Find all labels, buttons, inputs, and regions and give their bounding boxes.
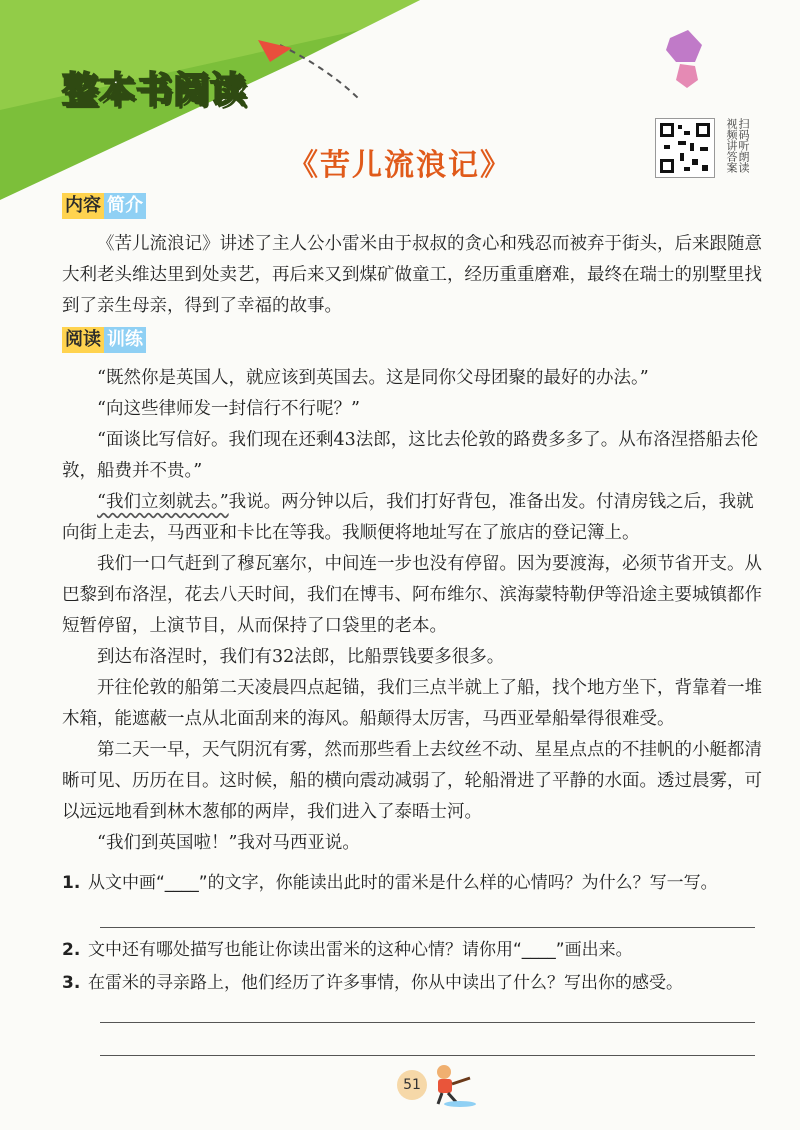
answer-line[interactable] bbox=[100, 927, 755, 928]
question-number: 2. bbox=[62, 940, 81, 960]
question-text: 从文中画“____”的文字，你能读出此时的雷米是什么样的心情吗？为什么？写一写。 bbox=[88, 873, 718, 893]
reading-paragraph-8: 第二天一早，天气阴沉有雾，然而那些看上去纹丝不动、星星点点的不挂帆的小艇都清晰可见、历历在目。这时候，船的横向震动减弱了，轮船滑进了平静的水面。透过晨雾，可以远远地看到林木葱郁的两岸，我们进入了泰晤士河。 bbox=[62, 740, 762, 822]
question-text: 在雷米的寻亲路上，他们经历了许多事情，你从中读出了什么？写出你的感受。 bbox=[88, 973, 683, 993]
reading-badge bbox=[62, 327, 146, 353]
reading-badge-label-b: 训练 bbox=[104, 327, 146, 353]
gem-small-icon bbox=[676, 64, 698, 88]
qr-code-icon[interactable] bbox=[655, 118, 715, 178]
gem-icon bbox=[666, 30, 702, 62]
question-number: 1. bbox=[62, 873, 81, 893]
reading-badge-label-a: 阅读 bbox=[62, 327, 104, 353]
qr-caption: 扫码听朗读视频讲答案 bbox=[725, 118, 750, 173]
reading-paragraph-5: 我们一口气赶到了穆瓦塞尔，中间连一步也没有停留。因为要渡海，必须节省开支。从巴黎到布洛涅，花去八天时间，我们在博韦、阿布维尔、滨海蒙特勒伊等沿途主要城镇都作短暂停留，上演节目，从而保持了口袋里的老本。 bbox=[62, 554, 762, 636]
intro-badge-label-a: 内容 bbox=[62, 193, 104, 219]
section-title: 整本书阅读 bbox=[62, 70, 248, 111]
question-number: 3. bbox=[62, 973, 81, 993]
answer-line[interactable] bbox=[100, 1055, 755, 1056]
reading-paragraph-4-rest: 我说。两分钟以后，我们打好背包，准备出发。付清房钱之后，我就向街上走去，马西亚和卡比在等我。我顺便将地址写在了旅店的登记簿上。 bbox=[62, 492, 754, 543]
question-text: 文中还有哪处描写也能让你读出雷米的这种心情？请你用“____”画出来。 bbox=[88, 940, 633, 960]
answer-line[interactable] bbox=[100, 1022, 755, 1023]
book-title: 《苦儿流浪记》 bbox=[288, 148, 512, 183]
question-2 bbox=[62, 937, 762, 963]
marked-sentence: “我们立刻就去。” bbox=[97, 492, 229, 512]
intro-paragraph: 《苦儿流浪记》讲述了主人公小雷米由于叔叔的贪心和残忍而被弃于街头，后来跟随意大利老头维达里到处卖艺，再后来又到煤矿做童工，经历重重磨难，最终在瑞士的别墅里找到了亲生母亲，得到了幸福的故事。 bbox=[62, 234, 762, 316]
intro-badge bbox=[62, 193, 146, 219]
reading-paragraph-1: “既然你是英国人，就应该到英国去。这是同你父母团聚的最好的办法。” bbox=[97, 368, 649, 388]
reading-paragraph-4 bbox=[62, 487, 762, 549]
question-3 bbox=[62, 970, 762, 996]
reading-paragraph-6: 到达布洛涅时，我们有32法郎，比船票钱要多很多。 bbox=[97, 647, 505, 667]
reading-paragraph-2: “向这些律师发一封信行不行呢？” bbox=[97, 399, 360, 419]
question-1 bbox=[62, 870, 762, 896]
page-number: 51 bbox=[397, 1070, 427, 1100]
intro-badge-label-b: 简介 bbox=[104, 193, 146, 219]
reading-paragraph-3: “面谈比写信好。我们现在还剩43法郎，这比去伦敦的路费多多了。从布洛涅搭船去伦敦，船费并不贵。” bbox=[62, 430, 759, 481]
reading-paragraph-9: “我们到英国啦！”我对马西亚说。 bbox=[97, 833, 360, 853]
skating-kid-icon bbox=[428, 1062, 480, 1108]
qr-block bbox=[655, 118, 749, 176]
reading-paragraph-7: 开往伦敦的船第二天凌晨四点起锚，我们三点半就上了船，找个地方坐下，背靠着一堆木箱，能遮蔽一点从北面刮来的海风。船颠得太厉害，马西亚晕船晕得很难受。 bbox=[62, 678, 762, 729]
